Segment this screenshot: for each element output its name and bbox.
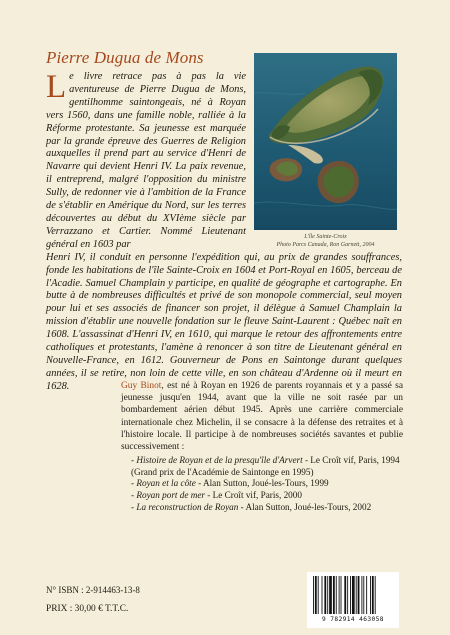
- barcode-bar: [313, 576, 314, 614]
- works-list: [131, 455, 403, 513]
- photo-caption-title: L'île Sainte-Croix: [304, 234, 347, 240]
- summary-paragraph-1: [46, 71, 246, 252]
- works-list-item: - Royan et la côte - Alan Sutton, Joué-les-Tours, 1999: [131, 478, 329, 489]
- author-name: Guy Binot: [121, 381, 162, 391]
- photo-caption-credit: Photo Parcs Canada, Ron Garnett, 2004: [276, 242, 375, 248]
- works-list-item: - Royan port de mer - Le Croît vif, Paris, 2000: [131, 490, 302, 500]
- works-list-item: - La reconstruction de Royan - Alan Sutton, Joué-les-Tours, 2002: [131, 501, 372, 512]
- author-bio: [121, 380, 403, 513]
- barcode-bars: [313, 576, 393, 616]
- work-details: - Alan Sutton, Joué-les-Tours, 1999: [195, 478, 329, 489]
- barcode-bar: [370, 576, 371, 614]
- works-list-item: - Histoire de Royan et de la presqu'île d'Arvert - Le Croît vif, Paris, 1994 (Grand prix de l'Académie de Saintonge en 1995): [131, 455, 400, 477]
- summary-text-1: e livre retrace pas à pas la vie aventureuse de Pierre Dugua de Mons, gentilhomme saintongeais, né à Royan vers 1560, dans une famille noble, ralliée à la Réforme protestante. Sa jeunesse est marquée par la grande épreuve des Guerres de Religion auxquelles il prend part au service d'Henri de Navarre qui devient Henri IV. La paix revenue, il entreprend, malgré l'opposition du ministre Sully, de redonner vie à l'ambition de la France de s'établir en Amérique du Nord, sur les terres découvertes au début du XVIème siècle par Verrazzano et Cartier. Nommé Lieutenant général en 1603 par: [46, 71, 246, 250]
- work-details: - Alan Sutton, Joué-les-Tours, 2002: [238, 501, 372, 512]
- barcode-bar: [327, 576, 328, 614]
- barcode-bar: [361, 576, 362, 614]
- barcode-bar: [363, 576, 364, 614]
- barcode: [307, 572, 399, 628]
- work-title: Royan port de mer: [136, 490, 205, 500]
- work-title: Histoire de Royan et de la presqu'île d'Arvert: [136, 455, 303, 466]
- barcode-bar: [336, 576, 337, 614]
- barcode-bar: [356, 576, 357, 614]
- barcode-bar: [318, 576, 319, 614]
- barcode-bar: [352, 576, 355, 614]
- barcode-bar: [315, 576, 317, 614]
- barcode-bar: [329, 576, 332, 614]
- barcode-bar: [344, 576, 346, 614]
- barcode-bar: [341, 576, 342, 614]
- barcode-digits: 9 782914 463058: [322, 616, 384, 623]
- work-title: La reconstruction de Royan: [136, 501, 239, 512]
- barcode-bar: [358, 576, 360, 614]
- barcode-bar: [347, 576, 348, 614]
- barcode-bar: [322, 576, 323, 614]
- book-title: Pierre Dugua de Mons: [46, 48, 204, 67]
- price: PRIX : 30,00 € T.T.C.: [46, 604, 129, 614]
- barcode-bar: [324, 576, 326, 614]
- drop-cap: L: [46, 69, 67, 105]
- barcode-bar: [333, 576, 335, 614]
- isbn: N° ISBN : 2-914463-13-8: [46, 585, 140, 595]
- book-summary: [46, 71, 402, 394]
- barcode-bar: [375, 576, 376, 614]
- author-bio-text: , est né à Royan en 1926 de parents royannais et y a passé sa jeunesse jusqu'en 1944, avant que la ville ne soit rasée par un bombardement aérien début 1945. Après une carrière commerciale internationale chez Michelin, il se consacre à la défense des retraites et à l'histoire locale. Il participe à de nombreuses sociétés savantes et publie successivement :: [121, 381, 403, 453]
- barcode-bar: [339, 576, 340, 614]
- work-details: - Le Croît vif, Paris, 2000: [205, 490, 302, 500]
- barcode-bar: [372, 576, 374, 614]
- work-details: - Le Croît vif, Paris, 1994 (Grand prix de l'Académie de Saintonge en 1995): [131, 455, 400, 477]
- summary-paragraph-2: Henri IV, il conduit en personne l'expédition qui, au prix de grandes souffrances, fonde les habitations de l'île Sainte-Croix en 1604 et Port-Royal en 1605, berceau de l'Acadie. Samuel Champlain y participe, en qualité de géographe et cartographe. En butte à de nombreuses difficultés et privé de son monopole commercial, seul moyen pour lui et ses associés de financer son projet, il délègue à Samuel Champlain la mission d'établir une nouvelle fondation sur le fleuve Saint-Laurent : Québec naît en 1608. L'assassinat d'Henri IV, en 1610, qui marque le retour des affrontements entre catholiques et protestants, l'amène à renoncer à son titre de Lieutenant général en Nouvelle-France, en 1612. Gouverneur de Pons en Saintonge durant quelques années, il se retire, non loin de cette ville, en son château d'Ardenne où il meurt en 1628.: [46, 251, 402, 392]
- barcode-bar: [350, 576, 351, 614]
- work-title: Royan et la côte: [136, 478, 196, 489]
- barcode-bar: [366, 576, 367, 614]
